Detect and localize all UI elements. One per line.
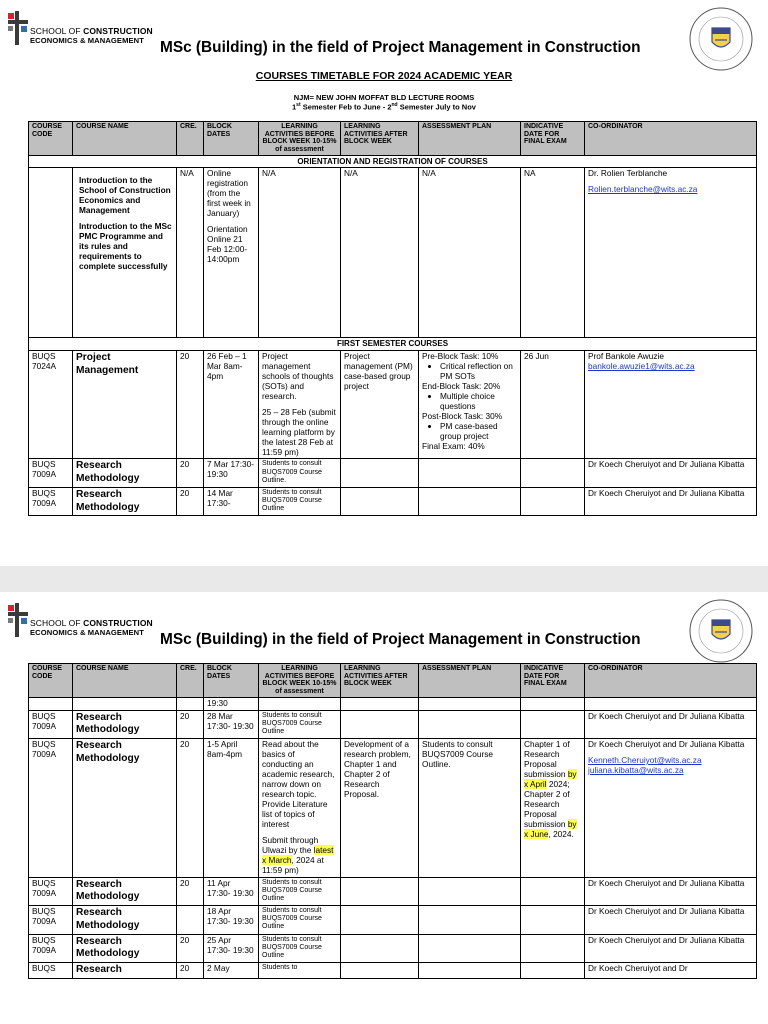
col-header-code: COURSE CODE (29, 664, 73, 698)
table-header-row (29, 664, 757, 698)
col-header-before: LEARNING ACTIVITIES BEFORE BLOCK WEEK 10-15% of assessment (259, 122, 341, 156)
section-row-orientation: ORIENTATION AND REGISTRATION OF COURSES (29, 155, 757, 168)
email-link[interactable]: juliana.kibatta@wits.ac.za (588, 765, 684, 776)
col-header-block: BLOCK DATES (204, 664, 259, 698)
timetable-table-page-1 (28, 121, 757, 516)
col-header-code: COURSE CODE (29, 122, 73, 156)
table-row: BUQS 7009A Research Methodology 20 11 Apr 17:30- 19:30 Students to consult BUQS7009 Course Outline Dr Koech Cheruiyot and Dr Juliana Kibatta (29, 877, 757, 906)
table-header-row (29, 122, 757, 156)
table-row: BUQS 7009A Research Methodology 20 28 Mar 17:30- 19:30 Students to consult BUQS7009 Course Outline Dr Koech Cheruiyot and Dr Juliana Kibatta (29, 710, 757, 739)
section-row-first-semester: FIRST SEMESTER COURSES (29, 338, 757, 351)
col-header-after: LEARNING ACTIVITIES AFTER BLOCK WEEK (341, 664, 419, 698)
col-header-assessment: ASSESSMENT PLAN (419, 664, 521, 698)
orientation-name: Introduction to the School of Construction Economics and Management Introduction to the MSc PMC Programme and its rules and requirements to complete successfully (73, 168, 177, 338)
table-row-research-block-week: BUQS 7009A Research Methodology 20 1-5 April 8am-4pm Read about the basics of conducting an academic research, narrow down on research topic. Provide Literature list of topics of interest Submit through Ulwazi by the latest x March, 2024 at 11:59 pm) Development of a research problem, Chapter 1 and Chapter 2 of Research Proposal. Students to consult BUQS7009 Course Outline. Chapter 1 of Research Proposal submission by x April 2024; Chapter 2 of Research Proposal submission by x June, 2024. Dr Koech Cheruiyot and Dr Juliana Kibatta Kenneth.Cheruiyot@wits.ac.za juliana.kibatta@wits.ac.za (29, 739, 757, 877)
semester-note: 1st Semester Feb to June - 2nd Semester July to Nov (292, 102, 476, 112)
highlighted-text: by x April (524, 769, 577, 790)
col-header-name: COURSE NAME (73, 122, 177, 156)
orientation-block-dates: Online registration (from the first week in January) Orientation Online 21 Feb 12:00-14:00pm (204, 168, 259, 338)
logo-line-1: SCHOOL OF CONSTRUCTION (30, 26, 153, 36)
university-seal-icon (688, 598, 754, 664)
highlighted-text: by x June (524, 818, 577, 839)
document-title: MSc (Building) in the field of Project Management in Construction (160, 631, 641, 648)
timetable-table-page-2 (28, 663, 757, 979)
col-header-coordinator: CO-ORDINATOR (585, 122, 757, 156)
table-row-project-management: BUQS 7024A Project Management 20 26 Feb – 1 Mar 8am-4pm Project management schools of thoughts (SOTs) and research. 25 – 28 Feb (submit through the online learning platform by the latest 28 Feb at 11:59 pm) Project management (PM) case-based group project Pre-Block Task: 10% • Critical reflection on PM SOTs End-Block Task: 20% • Multiple choice questions Post-Block Task: 30% • PM case-based group project Final Exam: 40% 26 Jun Prof Bankole Awuzie bankole.awuzie1@wits.ac.za (29, 350, 757, 459)
pm-assessment-plan: Pre-Block Task: 10% • Critical reflection on PM SOTs End-Block Task: 20% • Multiple choice questions Post-Block Task: 30% • PM case-based group project Final Exam: 40% (419, 350, 521, 459)
col-header-cre: CRE. (177, 122, 204, 156)
timetable-heading: COURSES TIMETABLE FOR 2024 ACADEMIC YEAR (255, 70, 513, 82)
table-row: BUQS 7009A Research Methodology 18 Apr 17:30- 19:30 Students to consult BUQS7009 Course Outline Dr Koech Cheruiyot and Dr Juliana Kibatta (29, 906, 757, 935)
col-header-after: LEARNING ACTIVITIES AFTER BLOCK WEEK (341, 122, 419, 156)
university-seal-icon (688, 6, 754, 72)
document-title: MSc (Building) in the field of Project Management in Construction (160, 39, 641, 56)
col-header-exam: INDICATIVE DATE FOR FINAL EXAM (521, 664, 585, 698)
col-header-coordinator: CO-ORDINATOR (585, 664, 757, 698)
col-header-name: COURSE NAME (73, 664, 177, 698)
highlighted-text: latest x March (262, 844, 334, 865)
email-link[interactable]: bankole.awuzie1@wits.ac.za (588, 360, 695, 371)
email-link[interactable]: Rolien.terblanche@wits.ac.za (588, 184, 698, 195)
table-row: BUQS Research 20 2 May Students to Dr Koech Cheruiyot and Dr (29, 963, 757, 979)
table-row-orientation: Introduction to the School of Construction Economics and Management Introduction to the MSc PMC Programme and its rules and requirements to complete successfully N/A Online registration (from the first week in January) Orientation Online 21 Feb 12:00-14:00pm N/A N/A N/A NA Dr. Rolien Terblanche Rolien.terblanche@wits.ac.za (29, 168, 757, 338)
orientation-coordinator: Dr. Rolien Terblanche Rolien.terblanche@wits.ac.za (585, 168, 757, 338)
col-header-before: LEARNING ACTIVITIES BEFORE BLOCK WEEK 10-15% of assessment (259, 664, 341, 698)
logo-line-1: SCHOOL OF CONSTRUCTION (30, 618, 153, 628)
col-header-block: BLOCK DATES (204, 122, 259, 156)
table-row-continued: 19:30 (29, 697, 757, 710)
document-page-2 (0, 592, 768, 1024)
table-row: BUQS 7009A Research Methodology 20 7 Mar 17:30- 19:30 Students to consult BUQS7009 Course Outline. Dr Koech Cheruiyot and Dr Juliana Kibatta (29, 459, 757, 488)
email-link[interactable]: Kenneth.Cheruiyot@wits.ac.za (588, 755, 702, 766)
venue-note: NJM= NEW JOHN MOFFAT BLD LECTURE ROOMS (293, 93, 475, 102)
school-logo (6, 602, 156, 642)
logo-line-2: ECONOMICS & MANAGEMENT (30, 628, 144, 637)
table-row: BUQS 7009A Research Methodology 20 25 Apr 17:30- 19:30 Students to consult BUQS7009 Course Outline Dr Koech Cheruiyot and Dr Juliana Kibatta (29, 934, 757, 963)
logo-line-2: ECONOMICS & MANAGEMENT (30, 36, 144, 45)
table-row: BUQS 7009A Research Methodology 20 14 Mar 17:30- Students to consult BUQS7009 Course Outline Dr Koech Cheruiyot and Dr Juliana Kibatta (29, 487, 757, 516)
col-header-exam: INDICATIVE DATE FOR FINAL EXAM (521, 122, 585, 156)
col-header-assessment: ASSESSMENT PLAN (419, 122, 521, 156)
school-logo (6, 10, 156, 50)
col-header-cre: CRE. (177, 664, 204, 698)
